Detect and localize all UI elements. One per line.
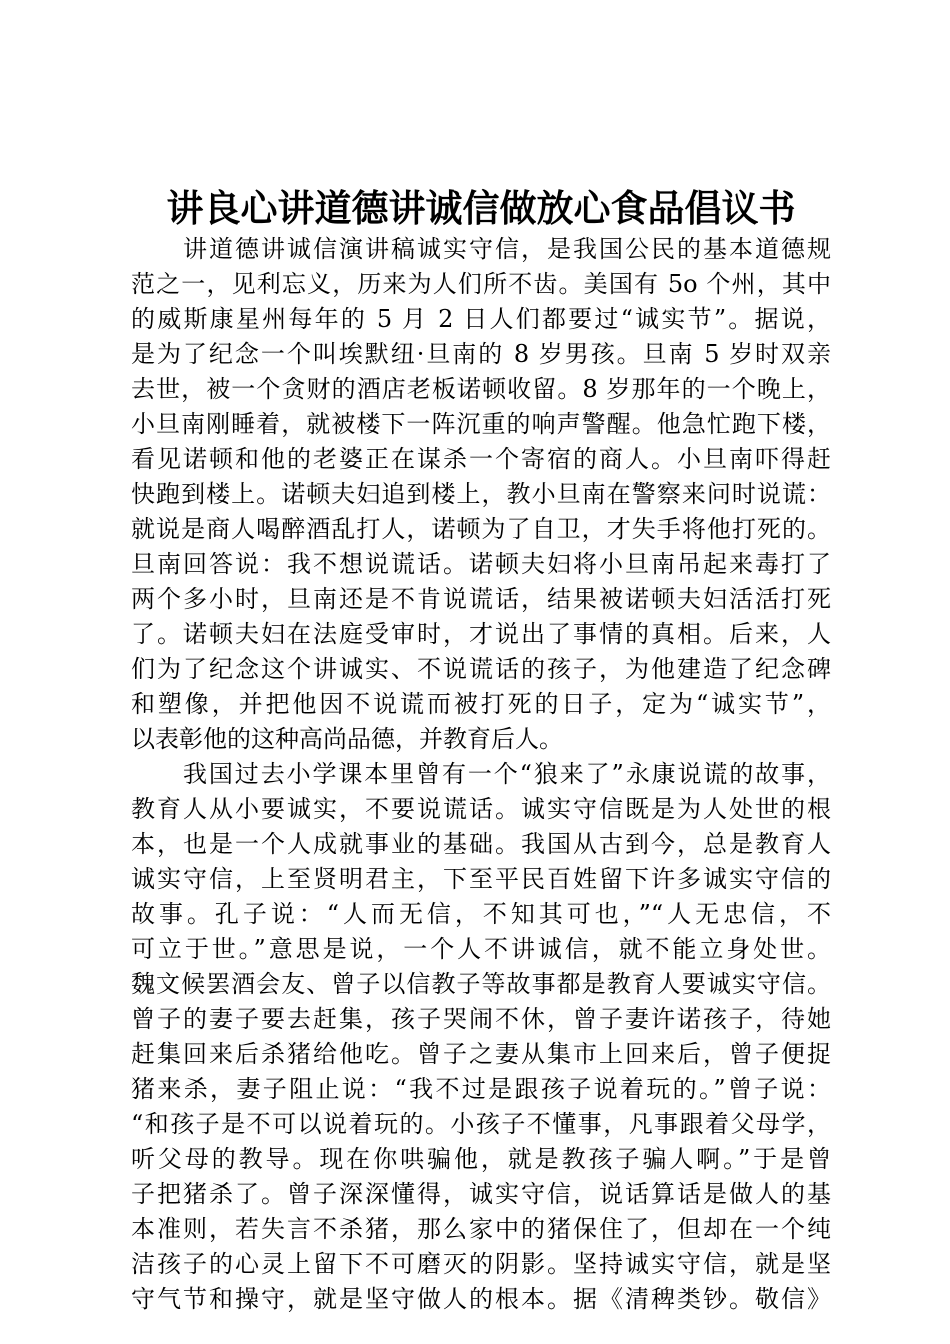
body-line: “和孩子是不可以说着玩的。小孩子不懂事，凡事跟着父母学， <box>131 1110 831 1138</box>
body-line: 去世，被一个贪财的酒店老板诺顿收留。8 岁那年的一个晚上， <box>131 375 831 403</box>
document-title: 讲良心讲道德讲诚信做放心食品倡议书 <box>166 186 796 230</box>
body-line: 我国过去小学课本里曾有一个“狼来了”永康说谎的故事， <box>183 760 831 788</box>
body-line: 守气节和操守，就是坚守做人的根本。据《清稗类钞。敬信》 <box>131 1285 831 1313</box>
body-line: 范之一，见利忘义，历来为人们所不齿。美国有 5o 个州，其中 <box>131 270 831 298</box>
body-line: 教育人从小要诚实，不要说谎话。诚实守信既是为人处世的根 <box>131 795 831 823</box>
body-line: 本准则，若失言不杀猪，那么家中的猪保住了，但却在一个纯 <box>131 1215 831 1243</box>
body-line: 的威斯康星州每年的 5 月 2 日人们都要过“诚实节”。据说， <box>131 305 831 333</box>
body-line: 是为了纪念一个叫埃默纽·旦南的 8 岁男孩。旦南 5 岁时双亲 <box>131 340 831 368</box>
body-line: 就说是商人喝醉酒乱打人，诺顿为了自卫，才失手将他打死的。 <box>131 515 831 543</box>
body-line: 可立于世。”意思是说，一个人不讲诚信，就不能立身处世。 <box>131 935 831 963</box>
body-line: 洁孩子的心灵上留下不可磨灭的阴影。坚持诚实守信，就是坚 <box>131 1250 831 1278</box>
body-line: 曾子的妻子要去赶集，孩子哭闹不休，曾子妻许诺孩子，待她 <box>131 1005 831 1033</box>
document-body <box>131 232 831 1317</box>
body-line: 看见诺顿和他的老婆正在谋杀一个寄宿的商人。小旦南吓得赶 <box>131 445 831 473</box>
body-line: 子把猪杀了。曾子深深懂得，诚实守信，说话算话是做人的基 <box>131 1180 831 1208</box>
body-line: 旦南回答说：我不想说谎话。诺顿夫妇将小旦南吊起来毒打了 <box>131 550 831 578</box>
body-line: 听父母的教导。现在你哄骗他，就是教孩子骗人啊。”于是曾 <box>131 1145 831 1173</box>
body-line: 们为了纪念这个讲诚实、不说谎话的孩子，为他建造了纪念碑 <box>131 655 831 683</box>
body-line: 和塑像，并把他因不说谎而被打死的日子，定为“诚实节”， <box>131 690 831 718</box>
body-line: 诚实守信，上至贤明君主，下至平民百姓留下许多诚实守信的 <box>131 865 831 893</box>
body-line: 快跑到楼上。诺顿夫妇追到楼上，教小旦南在警察来问时说谎： <box>131 480 831 508</box>
body-line: 故事。孔子说：“人而无信，不知其可也，”“人无忠信，不 <box>131 900 831 928</box>
body-line: 两个多小时，旦南还是不肯说谎话，结果被诺顿夫妇活活打死 <box>131 585 831 613</box>
body-line: 讲道德讲诚信演讲稿诚实守信，是我国公民的基本道德规 <box>183 235 831 263</box>
body-line: 猪来杀，妻子阻止说：“我不过是跟孩子说着玩的。”曾子说： <box>131 1075 831 1103</box>
body-line: 以表彰他的这种高尚品德，并教育后人。 <box>131 725 563 753</box>
body-line: 魏文候罢酒会友、曾子以信教子等故事都是教育人要诚实守信。 <box>131 970 831 998</box>
body-line: 了。诺顿夫妇在法庭受审时，才说出了事情的真相。后来，人 <box>131 620 831 648</box>
body-line: 本，也是一个人成就事业的基础。我国从古到今，总是教育人 <box>131 830 831 858</box>
body-line: 小旦南刚睡着，就被楼下一阵沉重的响声警醒。他急忙跑下楼， <box>131 410 831 438</box>
body-line: 赶集回来后杀猪给他吃。曾子之妻从集市上回来后，曾子便捉 <box>131 1040 831 1068</box>
